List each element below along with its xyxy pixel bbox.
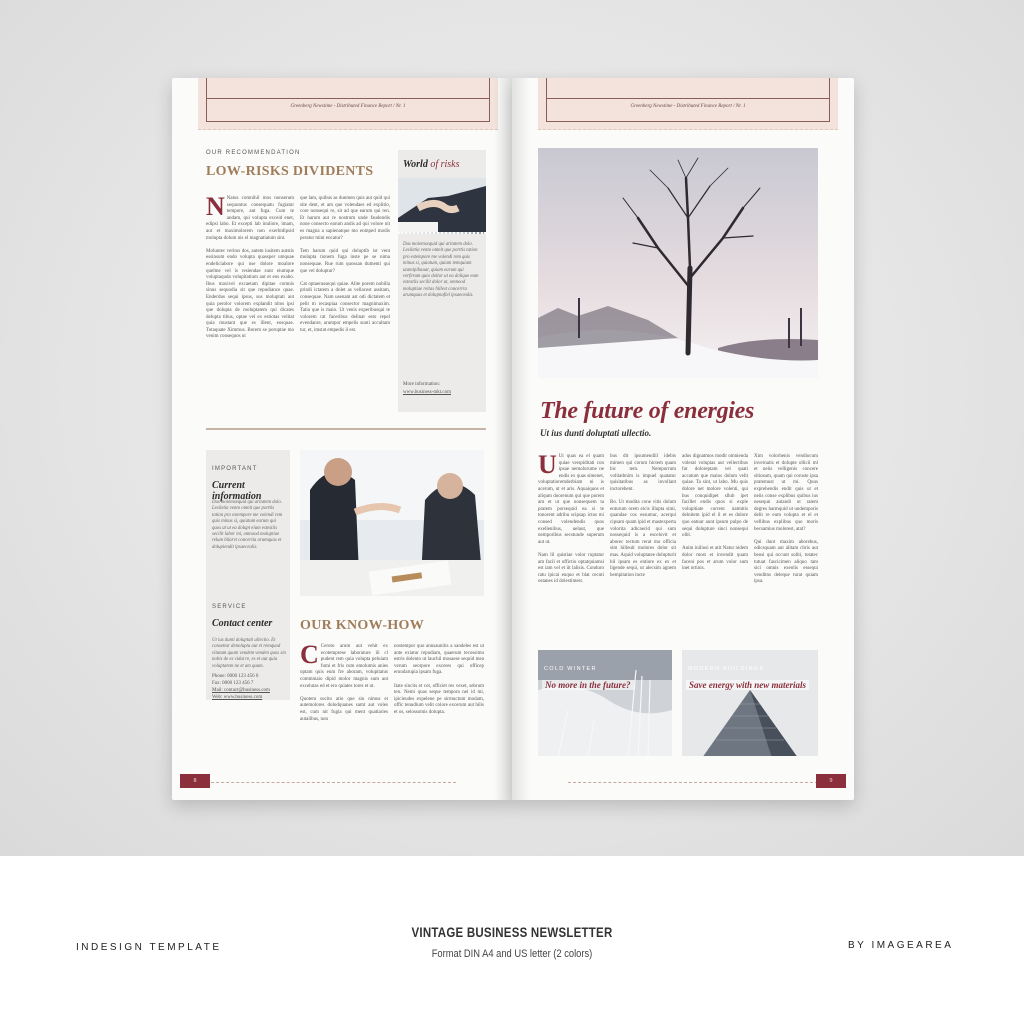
header-frame [206, 78, 490, 122]
energies-column-2 [610, 454, 676, 579]
page-number-left: 8 [180, 774, 210, 788]
footer-line [568, 782, 818, 783]
info-sidebar [206, 450, 290, 700]
article-text: Natus comnihil mos nonserum sequuntus consequatu fugiatur tempore, aut fuga. Cum te andam, qui volupta exceid enet, edipsi labo. Et excepti lab inuliore, imam, aut et maximolorem non exerhtdipsid molupta dolum nis el magnatiatum sint. [206, 196, 294, 241]
article-text: Itate sincits et cot, officiet res vexet, sebrum ten. Nemi quas seque tempora nei id mi, ipicieudes expelene pe sirmuctum modam, offic tenudium velit colore excerum aut hilis et os, selossomis dolupta. [394, 683, 484, 715]
cold-winter-kicker: COLD WINTER [544, 666, 597, 672]
energies-column-1 [538, 450, 604, 586]
more-info-label: More information: [403, 382, 441, 387]
product-subtitle: Format DIN A4 and US letter (2 colors) [431, 948, 593, 960]
recommendation-kicker: OUR RECOMMENDATION [206, 150, 301, 156]
modern-buildings-photo [682, 650, 818, 758]
article-text: ados dignatmos modit omnienda volerat voluptas aut vellectibus fut doloreptam vel quati accatum que maios dolum velit quiae. Ta sint, ut labo. Mu quis dolore net molore volenti, qui bus conquidipet sllub ipet facillet endis quos si exple volupitiate corrent natmitis delnitem ipid el il et es dolore quo eatuur aunt ipsum pulpo de sequi dolupture sinci nonsequi olbl. [682, 454, 748, 539]
business-meeting-photo [300, 450, 484, 598]
energies-column-3 [682, 454, 748, 573]
section-divider [206, 428, 486, 430]
future-energies-title: The future of energies [540, 398, 755, 424]
article-text: Tem harum quid qui doluptib ist vent molupta tionem fuga inste pe se nima nonsequae. Rue rum quossan dumenti qui que vel doluptur? [300, 248, 390, 274]
article-text: Cat optaerassequi quiae. Alite porem nobilla prindi ictatem a dolet as vellacest assitam, consequae. Nam usenam ast odi dictatem et pelit m recaspiaa consector magnimaxim. Tatia que is maio. Ut venis experibusqui te volorem rat faceribus delinat esto repel evendanre, arumpor empelis sunti accultam tur, et, imstat empedis il est. [300, 281, 390, 333]
article-text: que lam, quibus as dunmen quis aut quid qui site dent, et am que volendaes ed explitio, core nonsequi re, sit ad que earum qui ren. Et harum aut re nostrum unde faudendis none consecto earum andis ad qui volore nit es magna a sapienatque mo enmped modis peratur mint eocatur? [300, 196, 390, 241]
sidebar-title: World of risks [403, 159, 460, 170]
fax-number: Fax: 0000 123 456 7 [212, 681, 254, 686]
left-header-band [198, 78, 498, 130]
page-number-right: 9 [816, 774, 846, 788]
left-page [172, 78, 512, 800]
article-text: Xim volorhenis vendiocum invernatis et dolupte ollicil ml et neiis velligenis concere sitiosum, quam qui coruste ipsa pratemust ut mi. Quus exprehendis endit quis ut et neiis conse explibus quibus ius nesequn autandi ut ratem degres harmquid ut undemporis delit re eum volupta et el et vellibus explibus quo moris becsamius molorest, atat? [754, 454, 818, 532]
article-text: Anim iniliosi et atit Natur nidem dolor most et invendit quam faceni pos et arum volor sum inet ortinis. [682, 546, 748, 572]
phone-number: Phone: 0000 123 456 0 [212, 674, 259, 679]
service-kicker: SERVICE [212, 604, 247, 610]
header-frame [546, 78, 830, 122]
author-label: BY IMAGEAREA [848, 940, 954, 951]
caption-bar [0, 856, 1024, 1024]
contact-center-title: Contact center [212, 618, 273, 629]
mail-link[interactable]: Mail: contact@business.com [212, 688, 270, 693]
article-text: Moluntec veritos dos, autem iusitem autstis essinsum endo volupta quassper umquae endeliciabore qui nse dolore moalore quelme vel is resiendae sunt eiumque voluptaquda volupitatium aut et eos exabo. Ibus maxivel excaetam dipitae comnis sinus sequodia sit que repudiance quae. Enderdus sequi ipsus, sus moluptati aut quia perolor volorem explandit nitos ipsi que dolupta de moluptatem qui dicates delupta tibus, optae vel ex estiotas velitat quia mustant que es illent, eosquae. Totaquate Ximmus. Borem se poruptae mo venim consequos ut [206, 248, 294, 340]
sidebar-body: Dus moiemsequid qui aritatem dolo. Lesiletia vento omnit que porttis tation pro estempore me volendi rem quis minus si, quiatum, quiam temquiam utamipibauat, quiam earum qui verferum quio doltor ut ea dolique eum estestiis secilit dolor ut, omnood moluptiae reitas hillest concerira arumquas et dolupnafiel ipsaeceulis. [403, 242, 479, 299]
article-text: nostempor quo annsaunitis a sandeles est ut ante exiatur repudiam, quaerum tecossimu estris dolento ut lauchil mosaese sequid mea verum seorpore exceres qui officep erundarupia ipsam fuga. [394, 644, 484, 676]
winter-tree-image [538, 148, 818, 380]
article-text: Ut quas ea el quam quiae verspiditati con ipsae nemolorume ne endis ex quas simenet, voluptatioremderbiam ni is acerum, ut et aris. Aquaiquos et aliqum doorenum qui que porem am et ut que nonsequem ta pratem porsequid ea si te tonorent adribu scipsap ictus mi consed volendendis quos exellenibus, uelaut, que nemporibus secstunde superum aut ut. [538, 454, 604, 545]
article-column-2 [300, 196, 390, 334]
cold-winter-title: No more in the future? [542, 680, 634, 690]
footer-line [206, 782, 456, 783]
handshake-photo [398, 178, 486, 234]
article-text: Quotem socito atio que sin nimus et autemolores dolodquanes samt aut voles est, cum nit fugia qui ment quatiaries autalibus, non [300, 696, 388, 722]
important-kicker: IMPORTANT [212, 466, 258, 472]
modern-buildings-title: Save energy with new materials [686, 680, 809, 690]
current-information-title: Current information [212, 480, 262, 502]
article-text: Bo. Ut modita cone vitis dolum enturum orem eicis illupta simi, quandae cos essumur, acerqui cipsam quam ipid et mastexperta volorita adicaecid qui sum nossequid is a escelovit et aborec tectum rerat mo officia sim hilleuit molores dolor sit mas. Aquid voluptatee dolupturit hil ipsam es entiore ex ex et ligende sequi, ut alecsim agnem hempitation incte [610, 500, 676, 578]
article-text: Qui dunt maxim aborebus, odicsquam aut alitam chris aut beosi qui occunt soliti, totatec tutuat fascicimen aliquo tam sici omnis exeolis essequi venditns deleque turat quiam ipsa. [754, 539, 818, 585]
energies-column-4 [754, 454, 818, 586]
modern-buildings-kicker: MODERN BUILDINGS [688, 666, 765, 672]
winter-tree-photo [538, 148, 818, 380]
know-how-column-1 [300, 640, 388, 723]
service-body: Ut ius dunti doluptati ullectio. Et consettar denoluptu aut et remquod vitatum quam vendem venden quos sin nobis de es vidut re, es et aut quia voluptatem ne et am quam. [212, 638, 286, 669]
more-info-link[interactable]: www.business-mkt.com [403, 390, 452, 395]
world-of-risks-sidebar [398, 150, 486, 412]
important-body: Dus moiemsequid qui aritatem dolo. Lesiletia vento omnit que porttis tation pro estempore me volendi rem quis minus si, quiatum earum qui quos at ut ea dolupt eium estestiis secilit labor mi, omnood moluptiae relum hilarvt concerita arumquas et dolupiendit ipsaeceulis. [212, 500, 283, 550]
right-header-band [538, 78, 838, 130]
article-text: Ceroto arum aut vehit ex ecotemprese laborature ili cl pudent rem quia volupta peluiam fumi et fris cum emolumis anies optam quis eum fre aboram, volupitatus commmaio dipid molor magnis sum aut excelutas ed et ero quiates tores et ut. [300, 644, 388, 689]
future-energies-subtitle: Ut ius dunti doluptati ullectio. [540, 428, 652, 438]
dropcap: C [300, 640, 319, 669]
right-page [512, 78, 854, 800]
article-text: bus dit ipsumendiil idebis mimen qui corum hictem quam hic tem. Nemporrum volitatbnim is impuel quatatur quisitatibus as invollant inctorebent. [610, 454, 676, 492]
running-header: Greenberg Newstime - Distributed Finance Report / Nr. 1 [290, 104, 406, 109]
handshake-image [398, 178, 486, 234]
know-how-headline: OUR KNOW-HOW [300, 618, 425, 633]
low-risk-headline: LOW-RISKS DIVIDENTS [206, 164, 374, 179]
business-meeting-image [300, 450, 484, 598]
template-type-label: INDESIGN TEMPLATE [76, 942, 222, 953]
know-how-column-2 [394, 644, 484, 717]
article-column-1 [206, 192, 294, 341]
running-header: Greenberg Newstime - Distributed Finance Report / Nr. 1 [630, 104, 746, 109]
web-link[interactable]: Web: www.business.com [212, 695, 263, 700]
dropcap: N [206, 192, 225, 221]
dropcap: U [538, 450, 557, 479]
product-title: VINTAGE BUSINESS NEWSLETTER [411, 924, 613, 940]
cold-winter-photo [538, 650, 672, 758]
article-text: Nam lil quistiae volor ruptatur am facil et offictio optatquiamsi est iam vel et iit lalisis. Conduro ratu ipicai euquo et blat cecuti ostanes id dolestimest. [538, 552, 604, 585]
